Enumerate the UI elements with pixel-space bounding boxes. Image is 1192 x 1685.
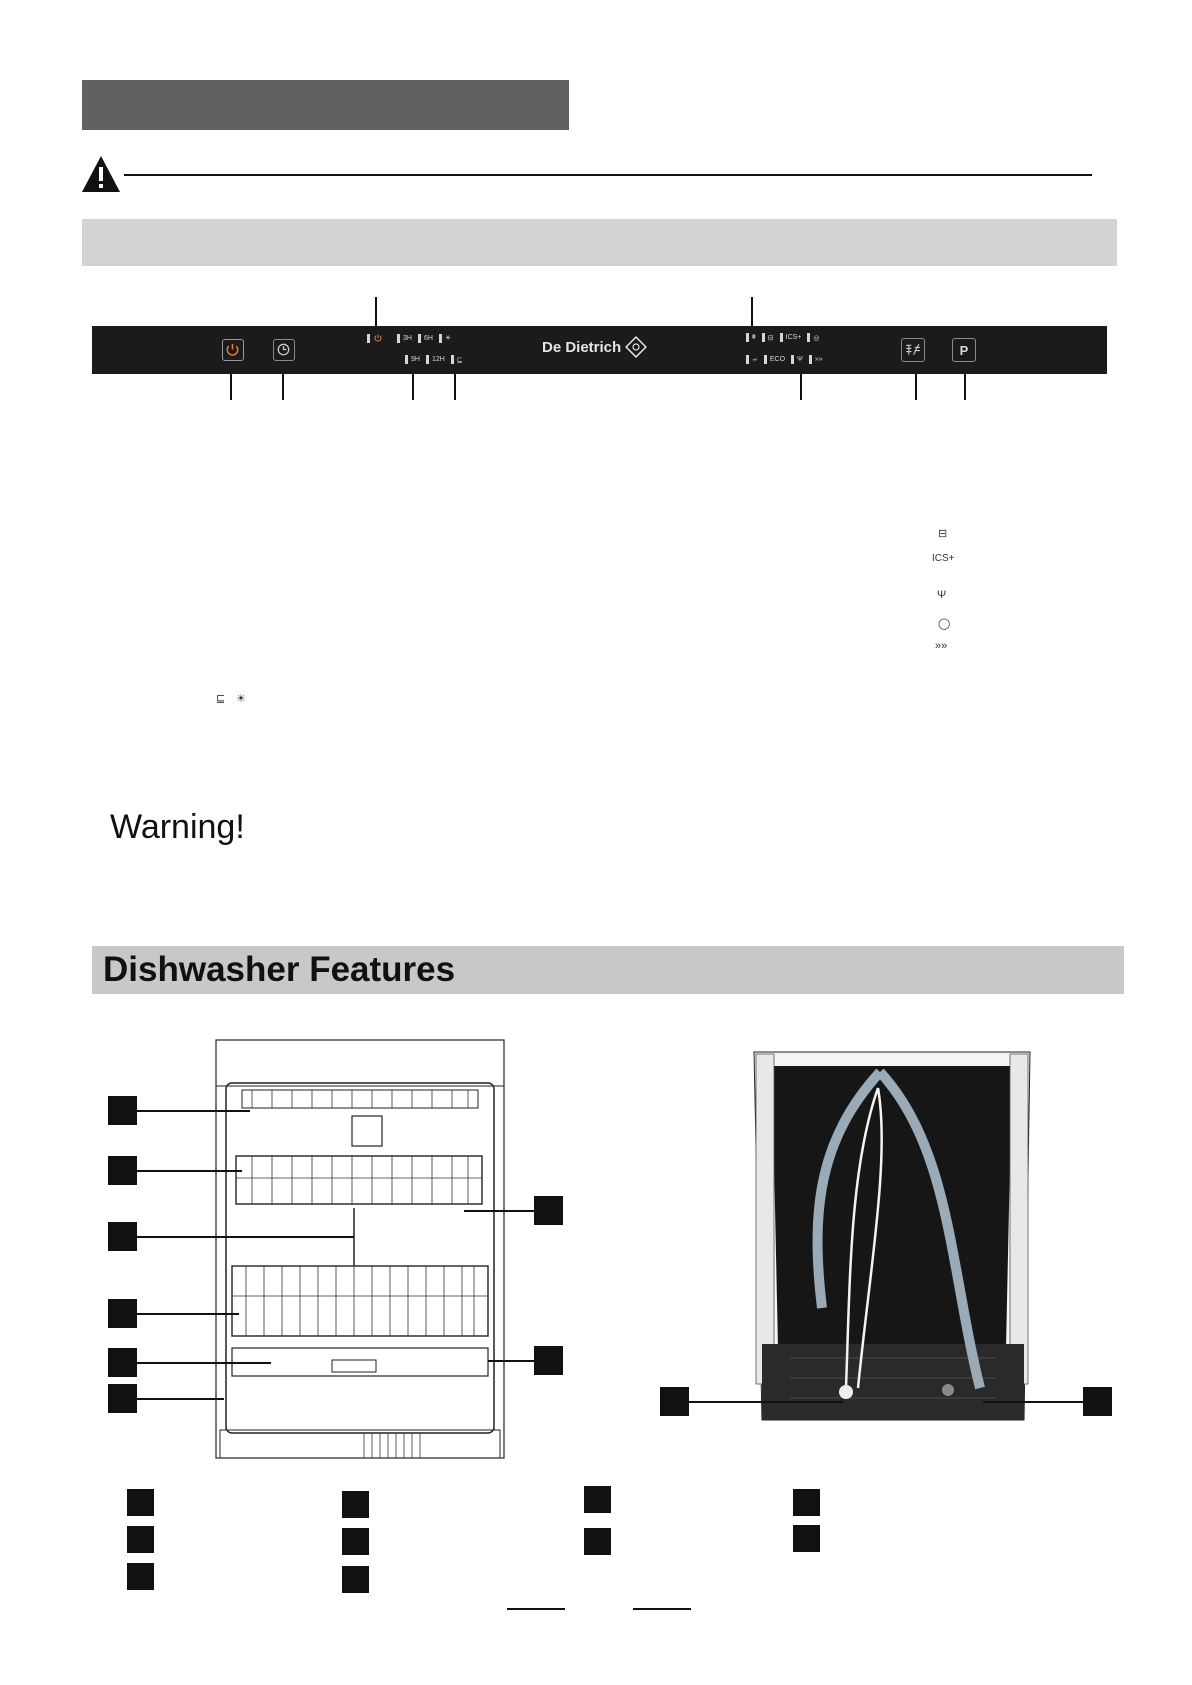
callout-badge bbox=[108, 1222, 137, 1251]
callout-line bbox=[412, 374, 414, 400]
fast-icon: »» bbox=[935, 640, 948, 652]
callout-line bbox=[137, 1362, 271, 1364]
callout-badge bbox=[660, 1387, 689, 1416]
ics-label: ICS+ bbox=[932, 553, 955, 564]
legend-square bbox=[793, 1489, 820, 1516]
delay-6h-label: 6H bbox=[423, 334, 433, 342]
dishwasher-front-illustration bbox=[212, 1038, 508, 1462]
delay-12h-led bbox=[426, 355, 445, 364]
callout-line bbox=[689, 1401, 843, 1403]
callout-line bbox=[454, 374, 456, 400]
salt-led bbox=[451, 355, 463, 364]
control-panel bbox=[92, 326, 1107, 374]
callout-line bbox=[230, 374, 232, 400]
delay-12h-label: 12H bbox=[431, 356, 445, 363]
intensive-icon: ⩩ bbox=[752, 333, 756, 341]
callout-line bbox=[375, 297, 377, 326]
stopwatch-icon: ◎ bbox=[813, 334, 820, 342]
program-eco-led bbox=[764, 355, 785, 364]
program-prewash-led bbox=[746, 355, 758, 364]
callout-badge bbox=[108, 1156, 137, 1185]
fast-icon: »» bbox=[814, 356, 823, 363]
brand-diamond-icon bbox=[625, 336, 647, 358]
callout-line bbox=[915, 374, 917, 400]
legend-square bbox=[127, 1526, 154, 1553]
warning-heading: Warning! bbox=[110, 808, 245, 846]
delay-led-row-top bbox=[367, 333, 451, 343]
delay-6h-led bbox=[418, 334, 433, 343]
program-intensive-led bbox=[746, 333, 756, 342]
half-load-icon bbox=[902, 339, 923, 360]
section-band bbox=[82, 219, 1117, 266]
pot-icon: ⊟ bbox=[767, 334, 774, 342]
delay-3h-led bbox=[397, 334, 412, 343]
prewash-icon: ⩫ bbox=[752, 356, 758, 364]
legend-square bbox=[793, 1525, 820, 1552]
legend-square bbox=[127, 1489, 154, 1516]
legend-square bbox=[127, 1563, 154, 1590]
callout-line bbox=[464, 1210, 534, 1212]
rinse-aid-led bbox=[439, 334, 451, 343]
program-led-row-top bbox=[746, 333, 820, 342]
program-quick-led bbox=[809, 355, 823, 364]
program-rapid-led bbox=[807, 333, 819, 342]
program-led-row-bottom bbox=[746, 355, 823, 364]
delay-3h-label: 3H bbox=[403, 334, 412, 342]
callout-badge bbox=[108, 1096, 137, 1125]
callout-line bbox=[137, 1110, 250, 1112]
dishwasher-back-illustration bbox=[750, 1048, 1036, 1428]
callout-line bbox=[488, 1360, 534, 1362]
delay-button[interactable] bbox=[273, 339, 295, 361]
callout-line bbox=[137, 1236, 354, 1238]
features-title: Dishwasher Features bbox=[103, 950, 456, 989]
callout-line bbox=[137, 1398, 224, 1400]
half-load-button[interactable] bbox=[901, 338, 925, 362]
sun-icon: ☀ bbox=[444, 335, 452, 342]
callout-badge bbox=[534, 1196, 563, 1225]
delay-led-row-bottom bbox=[405, 355, 463, 364]
program-pot-led bbox=[762, 333, 774, 342]
power-icon bbox=[223, 340, 242, 359]
callout-line bbox=[964, 374, 966, 400]
power-led bbox=[367, 333, 383, 343]
callout-badge bbox=[108, 1299, 137, 1328]
brand-name: De Dietrich bbox=[542, 338, 622, 356]
glass-icon: Ψ bbox=[797, 356, 803, 363]
legend-square bbox=[342, 1491, 369, 1518]
callout-badge bbox=[1083, 1387, 1112, 1416]
callout-badge bbox=[534, 1346, 563, 1375]
program-ics-led bbox=[780, 333, 802, 342]
legend-square bbox=[584, 1486, 611, 1513]
callout-badge bbox=[108, 1348, 137, 1377]
brand-logo bbox=[542, 336, 647, 358]
underline bbox=[507, 1608, 565, 1610]
legend-square bbox=[342, 1528, 369, 1555]
ics-label: ICS+ bbox=[785, 334, 802, 341]
delay-9h-led bbox=[405, 355, 420, 364]
callout-line bbox=[751, 297, 753, 326]
program-glass-led bbox=[791, 355, 803, 364]
delay-9h-label: 9H bbox=[411, 356, 420, 363]
callout-badge bbox=[108, 1384, 137, 1413]
warning-triangle-icon bbox=[80, 154, 122, 194]
salt-icon: ⊑ bbox=[456, 356, 463, 364]
divider-rule bbox=[124, 174, 1092, 176]
sun-icon: ☀ bbox=[236, 693, 246, 705]
legend-square bbox=[584, 1528, 611, 1555]
power-icon bbox=[373, 333, 383, 343]
program-button[interactable] bbox=[952, 338, 976, 362]
callout-line bbox=[137, 1170, 242, 1172]
callout-line bbox=[983, 1401, 1083, 1403]
callout-line bbox=[800, 374, 802, 400]
underline bbox=[633, 1608, 691, 1610]
program-button-label: P bbox=[959, 342, 969, 358]
pot-icon: ⊟ bbox=[938, 528, 948, 540]
salt-icon: ⊑ bbox=[216, 693, 226, 705]
legend-square bbox=[342, 1566, 369, 1593]
callout-line bbox=[282, 374, 284, 400]
power-button[interactable] bbox=[222, 339, 244, 361]
stopwatch-icon: ◯ bbox=[938, 618, 951, 630]
clock-icon bbox=[274, 340, 293, 359]
callout-line bbox=[137, 1313, 239, 1315]
eco-label: ECO bbox=[769, 356, 786, 363]
header-band bbox=[82, 80, 569, 130]
glass-icon: Ψ bbox=[937, 589, 947, 601]
